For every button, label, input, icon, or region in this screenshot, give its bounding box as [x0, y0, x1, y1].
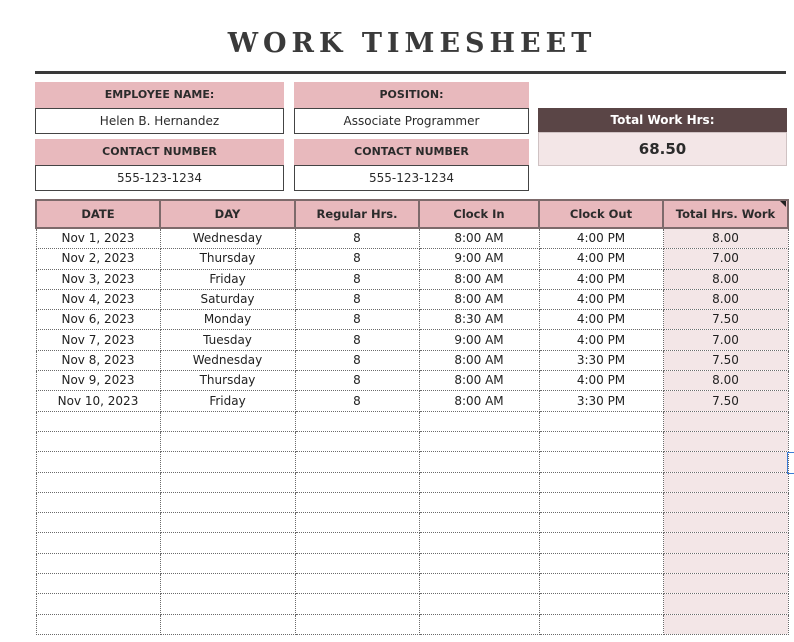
total-hours-cell[interactable]: [663, 431, 788, 451]
table-row: [36, 228, 788, 249]
employee-name-field[interactable]: Helen B. Hernandez: [35, 108, 284, 134]
contact-number-label-2: CONTACT NUMBER: [294, 139, 529, 165]
date-cell[interactable]: Nov 9, 2023: [36, 371, 160, 391]
day-cell[interactable]: Wednesday: [160, 228, 295, 249]
table-row: [36, 472, 788, 492]
total-hours-cell[interactable]: [663, 513, 788, 533]
cell-comment-indicator: [780, 201, 786, 207]
regular-hours-cell[interactable]: 8: [295, 350, 419, 370]
total-hours-cell[interactable]: [663, 594, 788, 614]
regular-hours-cell[interactable]: 8: [295, 371, 419, 391]
table-row: [36, 553, 788, 573]
table-row: [36, 574, 788, 594]
table-row: [36, 269, 788, 289]
timesheet-table: [35, 199, 789, 635]
regular-hours-cell[interactable]: 8: [295, 391, 419, 411]
regular-hours-cell[interactable]: [295, 472, 419, 492]
day-cell[interactable]: [160, 492, 295, 512]
date-cell[interactable]: Nov 1, 2023: [36, 228, 160, 249]
table-row: [36, 411, 788, 431]
day-cell[interactable]: [160, 452, 295, 472]
regular-hours-cell[interactable]: [295, 574, 419, 594]
table-row: [36, 289, 788, 309]
contact-number-label-1: CONTACT NUMBER: [35, 139, 284, 165]
date-cell[interactable]: [36, 614, 160, 634]
day-cell[interactable]: [160, 614, 295, 634]
day-cell[interactable]: Wednesday: [160, 350, 295, 370]
regular-hours-cell[interactable]: [295, 614, 419, 634]
clock-in-cell[interactable]: 8:00 AM: [419, 289, 539, 309]
regular-hours-cell[interactable]: [295, 553, 419, 573]
regular-hours-cell[interactable]: [295, 452, 419, 472]
total-hours-cell[interactable]: [663, 553, 788, 573]
clock-in-cell[interactable]: [419, 614, 539, 634]
clock-in-cell[interactable]: [419, 594, 539, 614]
clock-in-cell[interactable]: [419, 492, 539, 512]
clock-in-cell[interactable]: 8:00 AM: [419, 269, 539, 289]
regular-hours-cell[interactable]: 8: [295, 289, 419, 309]
date-cell[interactable]: [36, 472, 160, 492]
day-cell[interactable]: [160, 411, 295, 431]
date-cell[interactable]: Nov 2, 2023: [36, 249, 160, 269]
total-work-hours-label: Total Work Hrs:: [538, 108, 787, 132]
table-row: [36, 350, 788, 370]
title-divider: [35, 71, 786, 74]
clock-in-cell[interactable]: [419, 472, 539, 492]
column-header-day[interactable]: DAY: [160, 200, 295, 228]
total-hours-cell[interactable]: 8.00: [663, 371, 788, 391]
date-cell[interactable]: Nov 7, 2023: [36, 330, 160, 350]
clock-in-cell[interactable]: 8:30 AM: [419, 310, 539, 330]
date-cell[interactable]: Nov 3, 2023: [36, 269, 160, 289]
contact-number-field-2[interactable]: 555-123-1234: [294, 165, 529, 191]
total-hours-cell[interactable]: [663, 533, 788, 553]
total-hours-cell[interactable]: 8.00: [663, 289, 788, 309]
clock-out-cell[interactable]: [539, 513, 663, 533]
clock-out-cell[interactable]: [539, 594, 663, 614]
column-header-clock-out[interactable]: Clock Out: [539, 200, 663, 228]
clock-in-cell[interactable]: [419, 513, 539, 533]
clock-in-cell[interactable]: [419, 411, 539, 431]
day-cell[interactable]: Tuesday: [160, 330, 295, 350]
clock-out-cell[interactable]: 3:30 PM: [539, 350, 663, 370]
date-cell[interactable]: Nov 8, 2023: [36, 350, 160, 370]
clock-in-cell[interactable]: 8:00 AM: [419, 350, 539, 370]
cell-selection-handle[interactable]: [787, 452, 794, 474]
clock-in-cell[interactable]: 8:00 AM: [419, 228, 539, 249]
day-cell[interactable]: [160, 574, 295, 594]
clock-in-cell[interactable]: [419, 553, 539, 573]
regular-hours-cell[interactable]: 8: [295, 249, 419, 269]
total-hours-cell[interactable]: [663, 574, 788, 594]
day-cell[interactable]: Friday: [160, 269, 295, 289]
table-row: [36, 513, 788, 533]
total-hours-cell[interactable]: 7.50: [663, 310, 788, 330]
date-cell[interactable]: [36, 492, 160, 512]
day-cell[interactable]: Thursday: [160, 249, 295, 269]
column-header-clock-in[interactable]: Clock In: [419, 200, 539, 228]
clock-in-cell[interactable]: 9:00 AM: [419, 249, 539, 269]
regular-hours-cell[interactable]: [295, 594, 419, 614]
total-hours-cell[interactable]: [663, 492, 788, 512]
day-cell[interactable]: Friday: [160, 391, 295, 411]
date-cell[interactable]: [36, 553, 160, 573]
total-hours-cell[interactable]: [663, 614, 788, 634]
date-cell[interactable]: Nov 10, 2023: [36, 391, 160, 411]
clock-out-cell[interactable]: 4:00 PM: [539, 249, 663, 269]
clock-out-cell[interactable]: [539, 452, 663, 472]
clock-out-cell[interactable]: 4:00 PM: [539, 330, 663, 350]
date-cell[interactable]: Nov 6, 2023: [36, 310, 160, 330]
regular-hours-cell[interactable]: 8: [295, 269, 419, 289]
position-label: POSITION:: [294, 82, 529, 108]
day-cell[interactable]: [160, 594, 295, 614]
regular-hours-cell[interactable]: [295, 431, 419, 451]
clock-out-cell[interactable]: [539, 574, 663, 594]
day-cell[interactable]: [160, 513, 295, 533]
total-hours-cell[interactable]: [663, 411, 788, 431]
date-cell[interactable]: Nov 4, 2023: [36, 289, 160, 309]
clock-in-cell[interactable]: 8:00 AM: [419, 371, 539, 391]
clock-out-cell[interactable]: 4:00 PM: [539, 310, 663, 330]
regular-hours-cell[interactable]: 8: [295, 330, 419, 350]
clock-out-cell[interactable]: [539, 472, 663, 492]
date-cell[interactable]: [36, 452, 160, 472]
date-cell[interactable]: [36, 411, 160, 431]
date-cell[interactable]: [36, 513, 160, 533]
table-row: [36, 371, 788, 391]
day-cell[interactable]: Monday: [160, 310, 295, 330]
clock-in-cell[interactable]: [419, 574, 539, 594]
table-row: [36, 533, 788, 553]
date-cell[interactable]: [36, 533, 160, 553]
regular-hours-cell[interactable]: [295, 492, 419, 512]
clock-out-cell[interactable]: [539, 492, 663, 512]
table-row: [36, 249, 788, 269]
clock-in-cell[interactable]: 9:00 AM: [419, 330, 539, 350]
clock-out-cell[interactable]: [539, 614, 663, 634]
column-header-regular-hours[interactable]: Regular Hrs.: [295, 200, 419, 228]
day-cell[interactable]: [160, 431, 295, 451]
table-row: [36, 594, 788, 614]
clock-in-cell[interactable]: 8:00 AM: [419, 391, 539, 411]
table-row: [36, 310, 788, 330]
day-cell[interactable]: [160, 533, 295, 553]
employee-name-label: EMPLOYEE NAME:: [35, 82, 284, 108]
table-row: [36, 614, 788, 634]
regular-hours-cell[interactable]: 8: [295, 228, 419, 249]
clock-out-cell[interactable]: 3:30 PM: [539, 391, 663, 411]
table-header-row: [36, 200, 788, 228]
clock-out-cell[interactable]: [539, 533, 663, 553]
clock-out-cell[interactable]: 4:00 PM: [539, 371, 663, 391]
total-hours-cell[interactable]: 7.00: [663, 249, 788, 269]
clock-out-cell[interactable]: 4:00 PM: [539, 228, 663, 249]
clock-out-cell[interactable]: 4:00 PM: [539, 289, 663, 309]
clock-in-cell[interactable]: [419, 533, 539, 553]
contact-number-field-1[interactable]: 555-123-1234: [35, 165, 284, 191]
clock-out-cell[interactable]: 4:00 PM: [539, 269, 663, 289]
table-row: [36, 452, 788, 472]
date-cell[interactable]: [36, 431, 160, 451]
regular-hours-cell[interactable]: [295, 411, 419, 431]
table-row: [36, 391, 788, 411]
position-field[interactable]: Associate Programmer: [294, 108, 529, 134]
column-header-date[interactable]: DATE: [36, 200, 160, 228]
total-hours-cell[interactable]: 8.00: [663, 269, 788, 289]
page-title: WORK TIMESHEET: [227, 28, 597, 59]
regular-hours-cell[interactable]: 8: [295, 310, 419, 330]
total-work-hours-value: 68.50: [538, 132, 787, 166]
clock-out-cell[interactable]: [539, 431, 663, 451]
day-cell[interactable]: Thursday: [160, 371, 295, 391]
clock-in-cell[interactable]: [419, 431, 539, 451]
day-cell[interactable]: [160, 472, 295, 492]
day-cell[interactable]: [160, 553, 295, 573]
clock-out-cell[interactable]: [539, 553, 663, 573]
total-hours-cell[interactable]: [663, 452, 788, 472]
total-hours-cell[interactable]: 7.00: [663, 330, 788, 350]
regular-hours-cell[interactable]: [295, 533, 419, 553]
total-hours-cell[interactable]: [663, 472, 788, 492]
total-hours-cell[interactable]: 7.50: [663, 350, 788, 370]
regular-hours-cell[interactable]: [295, 513, 419, 533]
total-hours-cell[interactable]: 8.00: [663, 228, 788, 249]
clock-out-cell[interactable]: [539, 411, 663, 431]
total-hours-cell[interactable]: 7.50: [663, 391, 788, 411]
table-row: [36, 330, 788, 350]
clock-in-cell[interactable]: [419, 452, 539, 472]
day-cell[interactable]: Saturday: [160, 289, 295, 309]
table-row: [36, 492, 788, 512]
table-row: [36, 431, 788, 451]
date-cell[interactable]: [36, 574, 160, 594]
column-header-total-hours[interactable]: Total Hrs. Work: [663, 200, 788, 228]
date-cell[interactable]: [36, 594, 160, 614]
